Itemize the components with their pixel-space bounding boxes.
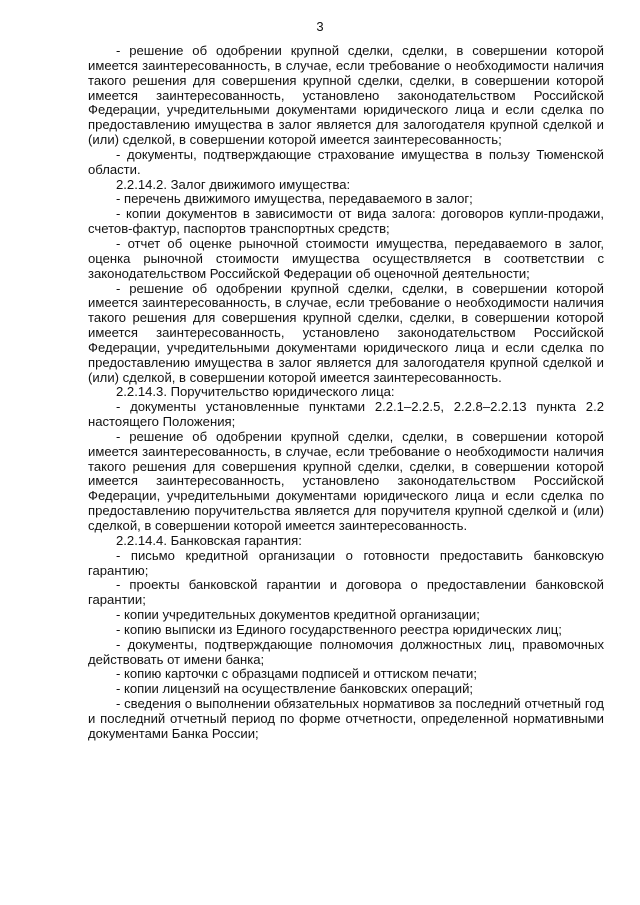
paragraph: - решение об одобрении крупной сделки, сделки, в совершении которой имеется заинтересованность, в случае, если требование о необходимости наличия такого решения для совершения крупной сделки, сделки, в совершении которой имеется заинтересованность, установлено законодательством Российской Федерации, учредительными документами юридического лица и если сделка по предоставлению имущества в залог является для залогодателя крупной сделкой и (или) сделкой, в совершении которой имеется заинтересованность. — [88, 280, 604, 385]
paragraph: - письмо кредитной организации о готовности предоставить банковскую гарантию; — [88, 547, 604, 578]
paragraph: - решение об одобрении крупной сделки, сделки, в совершении которой имеется заинтересованность, в случае, если требование о необходимости наличия такого решения для совершения крупной сделки, сделки, в совершении которой имеется заинтересованность, установлено законодательством Российской Федерации, учредительными документами юридического лица и если сделка по предоставлению поручительства является для поручителя крупной сделкой и (или) сделкой, в совершении которой имеется заинтересованность. — [88, 428, 604, 533]
paragraph: - проекты банковской гарантии и договора о предоставлении банковской гарантии; — [88, 577, 604, 608]
paragraph: - документы, подтверждающие страхование имущества в пользу Тюменской области. — [88, 146, 604, 177]
paragraph: - перечень движимого имущества, передаваемого в залог; — [116, 191, 473, 207]
section-heading: 2.2.14.3. Поручительство юридического лица: — [116, 384, 395, 400]
section-heading: 2.2.14.2. Залог движимого имущества: — [116, 176, 351, 192]
page-number: 3 — [316, 19, 324, 34]
paragraph: - отчет об оценке рыночной стоимости имущества, передаваемого в залог, оценка рыночной стоимости имущества осуществляется в соответствии с законодательством Российской Федерации об оценочной деятельности; — [88, 235, 604, 281]
paragraph: - копию выписки из Единого государственного реестра юридических лиц; — [116, 621, 562, 637]
paragraph: - документы установленные пунктами 2.2.1–2.2.5, 2.2.8–2.2.13 пункта 2.2 настоящего Положения; — [88, 399, 604, 430]
paragraph: - копии учредительных документов кредитной организации; — [116, 607, 480, 623]
paragraph: - копию карточки с образцами подписей и оттиском печати; — [116, 666, 477, 682]
paragraph: - документы, подтверждающие полномочия должностных лиц, правомочных действовать от имени банка; — [88, 636, 604, 667]
document-body — [88, 44, 604, 742]
paragraph: - копии документов в зависимости от вида залога: договоров купли-продажи, счетов-фактур, паспортов транспортных средств; — [88, 206, 604, 237]
paragraph: - сведения о выполнении обязательных нормативов за последний отчетный год и последний отчетный период по форме отчетности, определенной нормативными документами Банка России; — [88, 696, 604, 741]
paragraph: - решение об одобрении крупной сделки, сделки, в совершении которой имеется заинтересованность, в случае, если требование о необходимости наличия такого решения для совершения крупной сделки, сделки, в совершении которой имеется заинтересованность, установлено законодательством Российской Федерации, учредительными документами юридического лица и если сделка по предоставлению имущества в залог является для залогодателя крупной сделкой и (или) сделкой, в совершении которой имеется заинтересованность; — [88, 43, 604, 148]
paragraph: - копии лицензий на осуществление банковских операций; — [116, 681, 474, 697]
section-heading: 2.2.14.4. Банковская гарантия: — [116, 532, 302, 548]
